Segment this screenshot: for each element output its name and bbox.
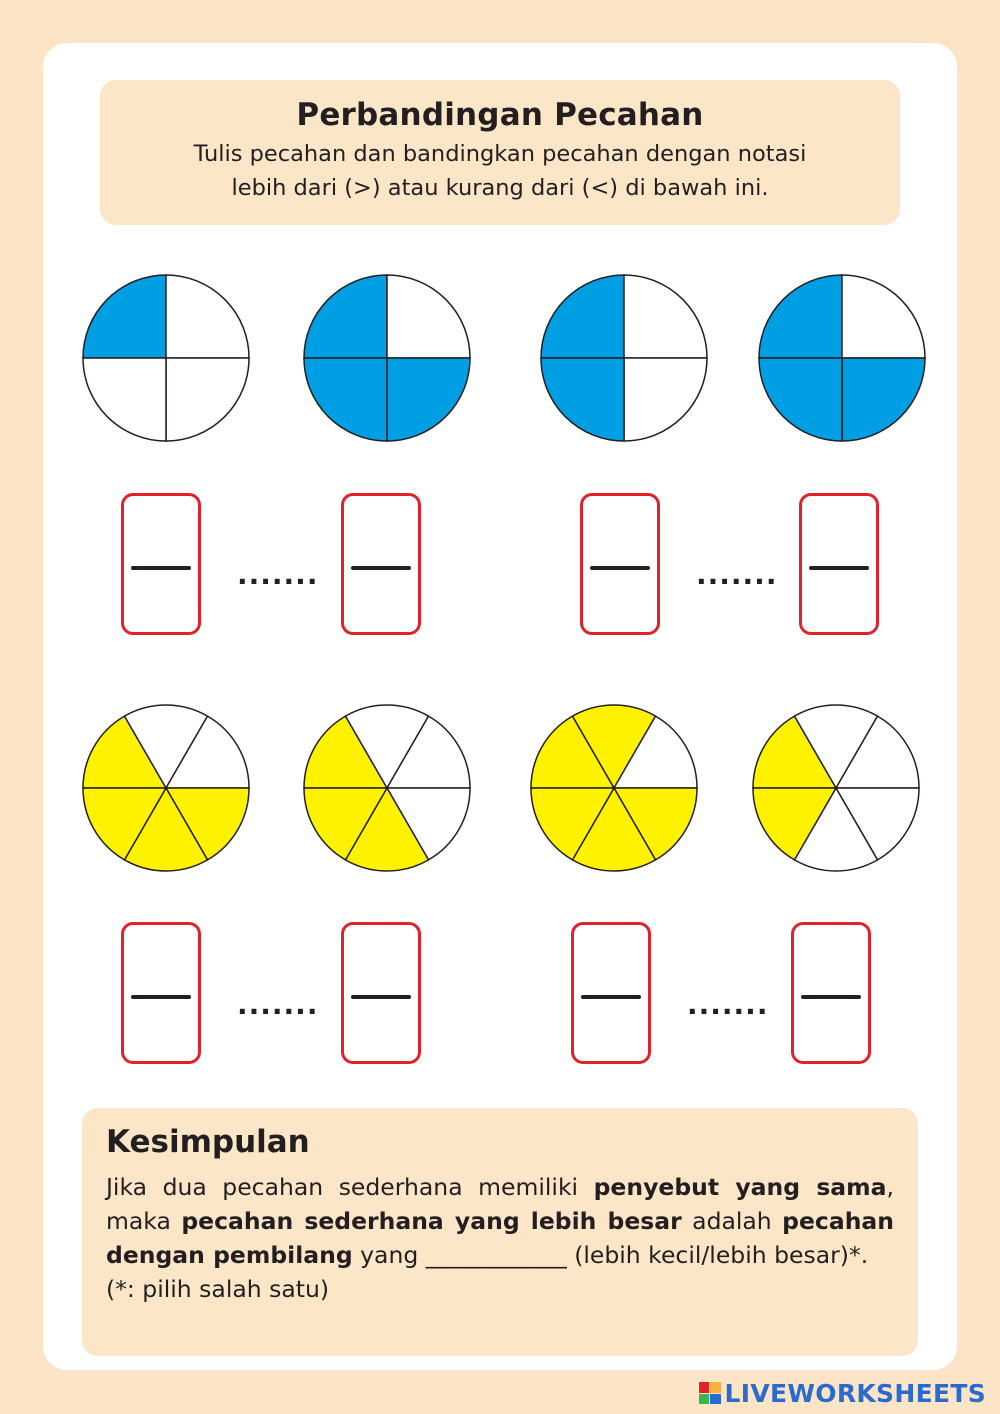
denominator-input[interactable] xyxy=(352,1005,414,1051)
comparison-blank[interactable]: ....... xyxy=(696,558,778,591)
shaded-slice xyxy=(541,358,624,441)
shaded-slice xyxy=(83,275,166,358)
fraction-circle xyxy=(539,273,709,443)
shaded-slice xyxy=(842,358,925,441)
unshaded-slice xyxy=(842,275,925,358)
fraction-bar xyxy=(801,995,861,999)
comparison-blank[interactable]: ....... xyxy=(237,988,319,1021)
fraction-bar xyxy=(351,995,411,999)
conclusion-text-part: Jika dua pecahan sederhana memiliki xyxy=(106,1173,594,1201)
fraction-bar xyxy=(131,566,191,570)
fraction-circle xyxy=(302,703,472,873)
fraction-answer-box xyxy=(121,493,201,635)
denominator-input[interactable] xyxy=(132,1005,194,1051)
denominator-input[interactable] xyxy=(802,1005,864,1051)
conclusion-text-part: yang xyxy=(352,1241,426,1269)
fraction-circle xyxy=(529,703,699,873)
instructions xyxy=(100,137,900,205)
unshaded-slice xyxy=(624,358,707,441)
shaded-slice xyxy=(304,358,387,441)
fraction-bar xyxy=(809,566,869,570)
fraction-bar xyxy=(351,566,411,570)
conclusion-bold-part: pecahan dengan pembilang xyxy=(106,1207,895,1269)
fraction-answer-box xyxy=(341,493,421,635)
fraction-circle xyxy=(751,703,921,873)
denominator-input[interactable] xyxy=(591,576,653,622)
conclusion-text-part: adalah xyxy=(681,1207,783,1235)
fraction-answer-box xyxy=(341,922,421,1064)
logo-square xyxy=(699,1382,710,1393)
numerator-input[interactable] xyxy=(132,941,194,987)
fraction-answer-box xyxy=(791,922,871,1064)
fraction-answer-box xyxy=(121,922,201,1064)
shaded-slice xyxy=(387,358,470,441)
unshaded-slice xyxy=(166,275,249,358)
denominator-input[interactable] xyxy=(132,576,194,622)
shaded-slice xyxy=(759,358,842,441)
shaded-slice xyxy=(304,275,387,358)
fraction-bar xyxy=(581,995,641,999)
fraction-bar xyxy=(590,566,650,570)
conclusion-text-part: , maka xyxy=(106,1173,894,1235)
numerator-input[interactable] xyxy=(352,512,414,558)
fraction-circle xyxy=(81,703,251,873)
denominator-input[interactable] xyxy=(810,576,872,622)
numerator-input[interactable] xyxy=(352,941,414,987)
fraction-circle xyxy=(757,273,927,443)
numerator-input[interactable] xyxy=(810,512,872,558)
denominator-input[interactable] xyxy=(352,576,414,622)
numerator-input[interactable] xyxy=(591,512,653,558)
conclusion-text-part: (lebih kecil/lebih besar)*. xyxy=(566,1241,869,1269)
denominator-input[interactable] xyxy=(582,1005,644,1051)
unshaded-slice xyxy=(624,275,707,358)
liveworksheets-brand xyxy=(699,1378,986,1408)
fraction-answer-box xyxy=(799,493,879,635)
instruction-line-1: Tulis pecahan dan bandingkan pecahan dengan notasi xyxy=(193,141,807,167)
conclusion-bold-part: penyebut yang sama xyxy=(593,1173,887,1201)
shaded-slice xyxy=(541,275,624,358)
conclusion-note: (*: pilih salah satu) xyxy=(106,1275,330,1303)
fraction-bar xyxy=(131,995,191,999)
fraction-circle xyxy=(81,273,251,443)
instruction-line-2: lebih dari (>) atau kurang dari (<) di bawah ini. xyxy=(231,175,769,201)
brand-text: LIVEWORKSHEETS xyxy=(724,1378,986,1408)
unshaded-slice xyxy=(387,275,470,358)
numerator-input[interactable] xyxy=(802,941,864,987)
page-title: Perbandingan Pecahan xyxy=(296,97,704,133)
conclusion-bold-part: pecahan sederhana yang lebih besar xyxy=(181,1207,682,1235)
unshaded-slice xyxy=(83,358,166,441)
fraction-answer-box xyxy=(571,922,651,1064)
numerator-input[interactable] xyxy=(582,941,644,987)
comparison-blank[interactable]: ....... xyxy=(687,988,769,1021)
header-panel xyxy=(100,80,900,225)
fraction-answer-box xyxy=(580,493,660,635)
liveworksheets-logo-icon xyxy=(699,1382,721,1404)
unshaded-slice xyxy=(166,358,249,441)
answer-blank[interactable]: ____________ xyxy=(425,1241,567,1269)
logo-square xyxy=(710,1394,721,1405)
logo-square xyxy=(699,1394,710,1405)
conclusion-title: Kesimpulan xyxy=(106,1124,310,1160)
numerator-input[interactable] xyxy=(132,512,194,558)
conclusion-panel xyxy=(82,1108,918,1356)
logo-square xyxy=(710,1382,721,1393)
shaded-slice xyxy=(759,275,842,358)
fraction-circle xyxy=(302,273,472,443)
comparison-blank[interactable]: ....... xyxy=(237,558,319,591)
conclusion-text xyxy=(106,1170,894,1306)
